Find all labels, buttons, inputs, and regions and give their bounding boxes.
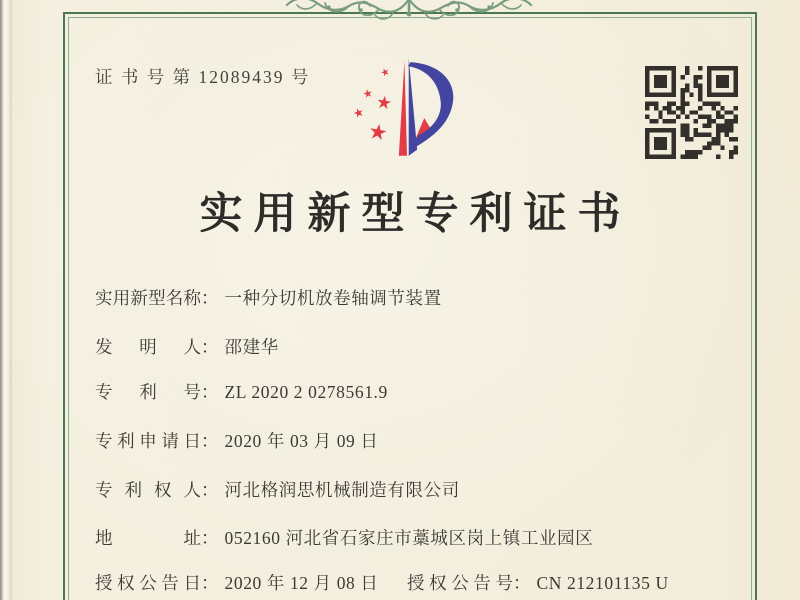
- field-colon: ：: [513, 573, 531, 593]
- field-label: 专利申请日: [95, 431, 201, 451]
- field-patentee: [95, 477, 460, 502]
- field-label: 地址: [95, 528, 201, 548]
- field-colon: ：: [201, 528, 219, 548]
- field-value: 一种分切机放卷轴调节装置: [224, 288, 442, 308]
- field-colon: ：: [201, 480, 219, 500]
- field-value: 2020 年 03 月 09 日: [224, 431, 379, 451]
- field-label: 授权公告日: [95, 573, 201, 593]
- field-colon: ：: [201, 288, 219, 308]
- field-colon: ：: [201, 431, 219, 451]
- field-value: ZL 2020 2 0278561.9: [224, 382, 388, 402]
- field-grant-number: [407, 570, 669, 595]
- field-patent-number: [95, 379, 388, 404]
- page-fold-line: [10, 0, 12, 600]
- field-colon: ：: [201, 573, 219, 593]
- field-label: 授权公告号: [407, 573, 513, 593]
- certificate-number: 证 书 号 第 12089439 号: [95, 67, 311, 87]
- certificate-fields: [95, 0, 755, 600]
- certificate-title: 实用新型专利证书: [199, 191, 632, 238]
- field-address: [95, 525, 593, 550]
- field-label: 发明人: [95, 337, 201, 357]
- field-label: 专利权人: [95, 480, 201, 500]
- field-colon: ：: [201, 382, 219, 402]
- field-utility-model-name: [95, 285, 442, 310]
- scanned-page-edge: [0, 0, 10, 600]
- field-value: 邵建华: [224, 337, 279, 357]
- field-label: 专利号: [95, 382, 201, 402]
- field-label: 实用新型名称: [95, 288, 201, 308]
- field-grant-date: [95, 573, 378, 593]
- field-grant-row: [95, 570, 669, 595]
- field-value: 2020 年 12 月 08 日: [224, 573, 379, 593]
- field-colon: ：: [201, 337, 219, 357]
- field-filing-date: [95, 428, 378, 453]
- field-value: CN 212101135 U: [536, 573, 669, 593]
- field-inventor: [95, 334, 279, 359]
- field-value: 河北格润思机械制造有限公司: [224, 480, 460, 500]
- field-value: 052160 河北省石家庄市藁城区岗上镇工业园区: [224, 528, 594, 548]
